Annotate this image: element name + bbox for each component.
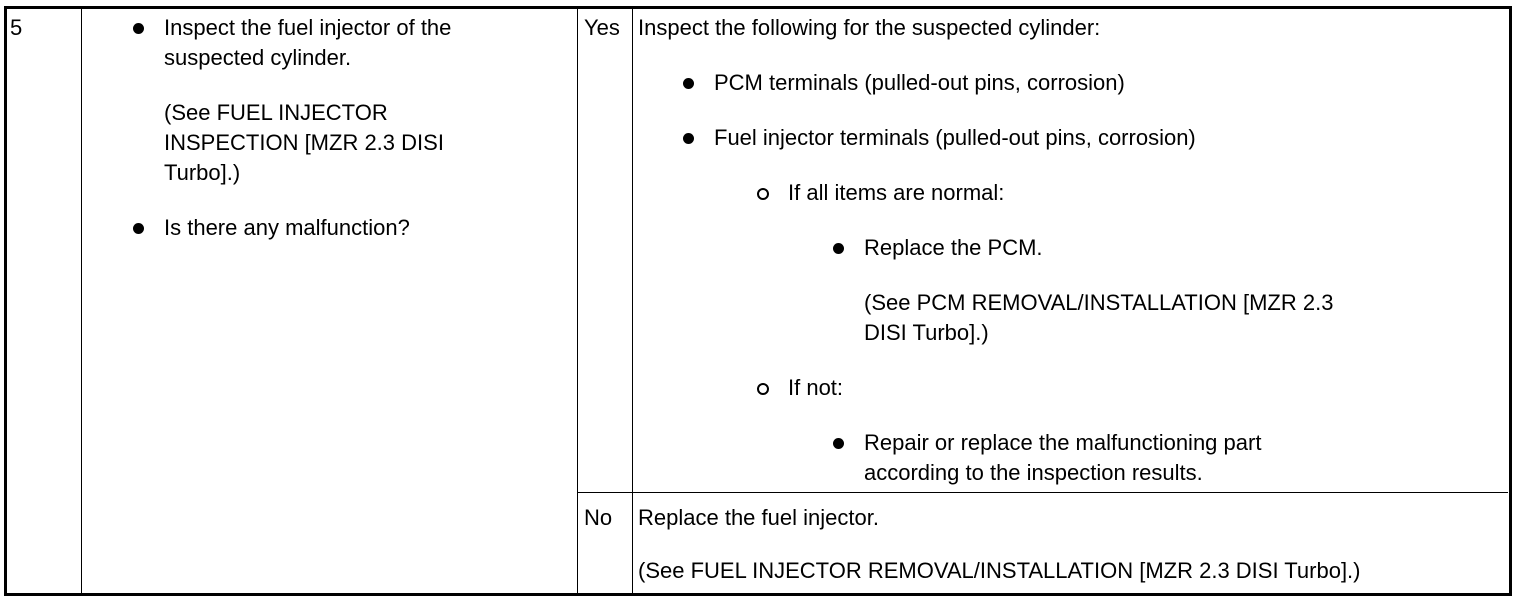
yes-intro: Inspect the following for the suspected cylinder:: [638, 15, 1101, 40]
no-label: No: [584, 505, 613, 530]
yes-if-not: If not:: [788, 375, 844, 400]
circle-bullet-icon: [757, 188, 769, 200]
yes-repair-line-2: according to the inspection results.: [864, 460, 1203, 485]
bullet-icon: [683, 133, 694, 144]
yes-label: Yes: [584, 15, 620, 40]
yes-pcm-reference-line-2: DISI Turbo].): [864, 320, 989, 345]
action-reference-line-1: (See FUEL INJECTOR: [164, 100, 388, 125]
action-bullet-1-line-1: Inspect the fuel injector of the: [164, 15, 452, 40]
bullet-icon: [833, 243, 844, 254]
action-reference-line-3: Turbo].): [164, 160, 241, 185]
row-divider-yes-no: [577, 492, 1508, 493]
bullet-icon: [133, 23, 144, 34]
yes-if-normal: If all items are normal:: [788, 180, 1005, 205]
bullet-icon: [833, 438, 844, 449]
bullet-icon: [133, 223, 144, 234]
column-divider-step: [81, 6, 82, 596]
yes-pcm-reference-line-1: (See PCM REMOVAL/INSTALLATION [MZR 2.3: [864, 290, 1334, 315]
no-text: Replace the fuel injector.: [638, 505, 879, 530]
yes-repair-line-1: Repair or replace the malfunctioning part: [864, 430, 1262, 455]
column-divider-action: [577, 6, 578, 596]
step-number: 5: [10, 15, 23, 40]
action-bullet-1-line-2: suspected cylinder.: [164, 45, 352, 70]
yes-item-pcm-terminals: PCM terminals (pulled-out pins, corrosion): [714, 70, 1125, 95]
column-divider-result: [632, 6, 633, 596]
yes-replace-pcm: Replace the PCM.: [864, 235, 1043, 260]
no-reference: (See FUEL INJECTOR REMOVAL/INSTALLATION [MZR 2.3 DISI Turbo].): [638, 558, 1361, 583]
circle-bullet-icon: [757, 383, 769, 395]
yes-item-injector-terminals: Fuel injector terminals (pulled-out pins, corrosion): [714, 125, 1196, 150]
bullet-icon: [683, 78, 694, 89]
action-reference-line-2: INSPECTION [MZR 2.3 DISI: [164, 130, 444, 155]
action-question: Is there any malfunction?: [164, 215, 410, 240]
